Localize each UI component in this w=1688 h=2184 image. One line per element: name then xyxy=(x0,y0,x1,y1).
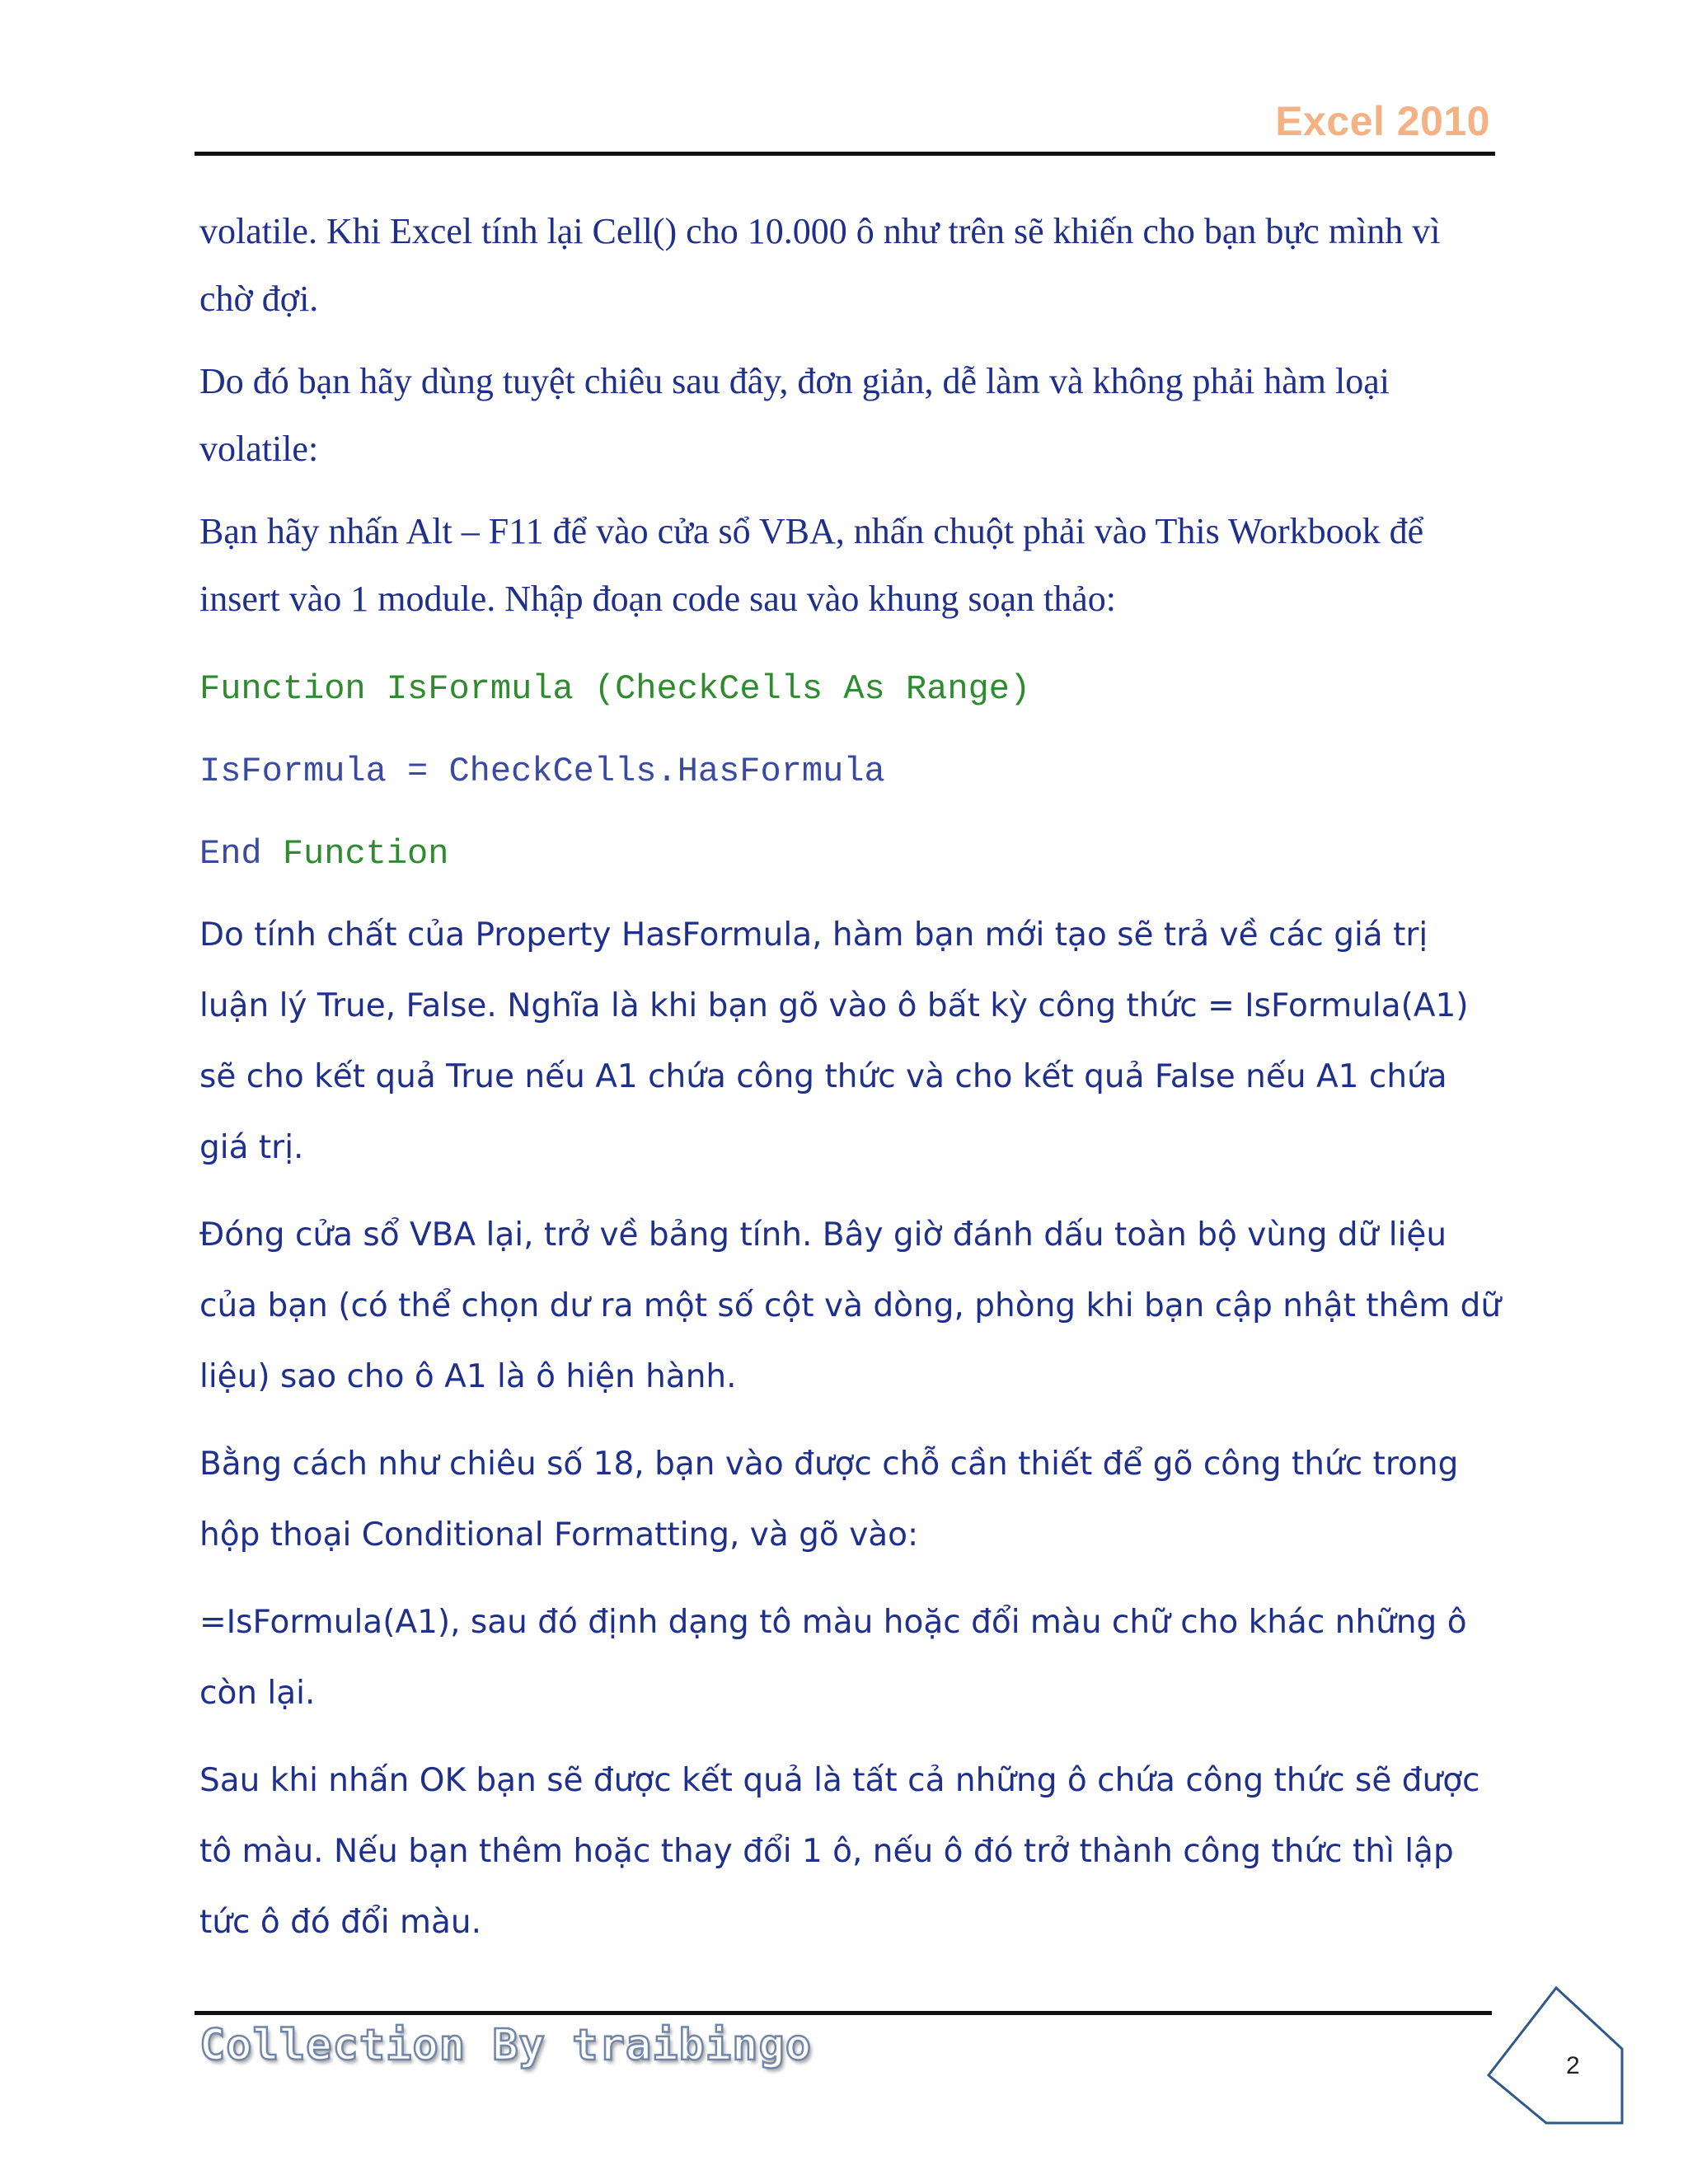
header-rule xyxy=(195,152,1495,156)
paragraph-6: Bằng cách như chiêu số 18, bạn vào được chỗ cần thiết để gõ công thức trong hộp thoại Conditional Formatting, và gõ vào: xyxy=(199,1446,1459,1554)
code-block xyxy=(199,648,1502,895)
code-line-2 xyxy=(199,730,1502,813)
paragraph-1: volatile. Khi Excel tính lại Cell() cho 10.000 ô như trên sẽ khiến cho bạn bực mình vì chờ đợi. xyxy=(199,211,1441,319)
paragraph-7: =IsFormula(A1), sau đó định dạng tô màu hoặc đổi màu chữ cho khác những ô còn lại. xyxy=(199,1604,1467,1712)
paragraph-2: Do đó bạn hãy dùng tuyệt chiêu sau đây, đơn giản, dễ làm và không phải hàm loại volatile: xyxy=(199,361,1390,469)
code-assignment: IsFormula = CheckCells.HasFormula xyxy=(199,752,885,791)
footer-rule xyxy=(195,2011,1492,2015)
paragraph-5: Đóng cửa sổ VBA lại, trở về bảng tính. Bây giờ đánh dấu toàn bộ vùng dữ liệu của bạn (có thể chọn dư ra một số cột và dòng, phòng khi bạn cập nhật thêm dữ liệu) sao cho ô A1 là ô hiện hành. xyxy=(199,1216,1502,1395)
code-params: (CheckCells As Range) xyxy=(573,669,1031,709)
code-line-3 xyxy=(199,813,1502,895)
footer-credit: Collection By traibingo xyxy=(199,2021,813,2070)
code-keyword: Function xyxy=(199,669,366,709)
code-end: End xyxy=(199,834,262,874)
code-line-1 xyxy=(199,648,1502,730)
paragraph-4: Do tính chất của Property HasFormula, hàm bạn mới tạo sẽ trả về các giá trị luận lý True, False. Nghĩa là khi bạn gõ vào ô bất kỳ công thức = IsFormula(A1) sẽ cho kết quả True nếu A1 chứa công thức và cho kết quả False nếu A1 chứa giá trị. xyxy=(199,916,1469,1166)
page-badge-icon xyxy=(1484,1985,1632,2133)
paragraph-3: Bạn hãy nhấn Alt – F11 để vào cửa sổ VBA, nhấn chuột phải vào This Workbook để insert vào 1 module. Nhập đoạn code sau vào khung soạn thảo: xyxy=(199,511,1424,619)
code-keyword: Function xyxy=(261,834,449,874)
header-title: Excel 2010 xyxy=(1275,98,1490,144)
page-content xyxy=(199,198,1502,1975)
page-number: 2 xyxy=(1566,2052,1580,2079)
paragraph-8: Sau khi nhấn OK bạn sẽ được kết quả là tất cả những ô chứa công thức sẽ được tô màu. Nếu bạn thêm hoặc thay đổi 1 ô, nếu ô đó trở thành công thức thì lập tức ô đó đổi màu. xyxy=(199,1762,1480,1941)
code-function-name: IsFormula xyxy=(365,669,574,709)
